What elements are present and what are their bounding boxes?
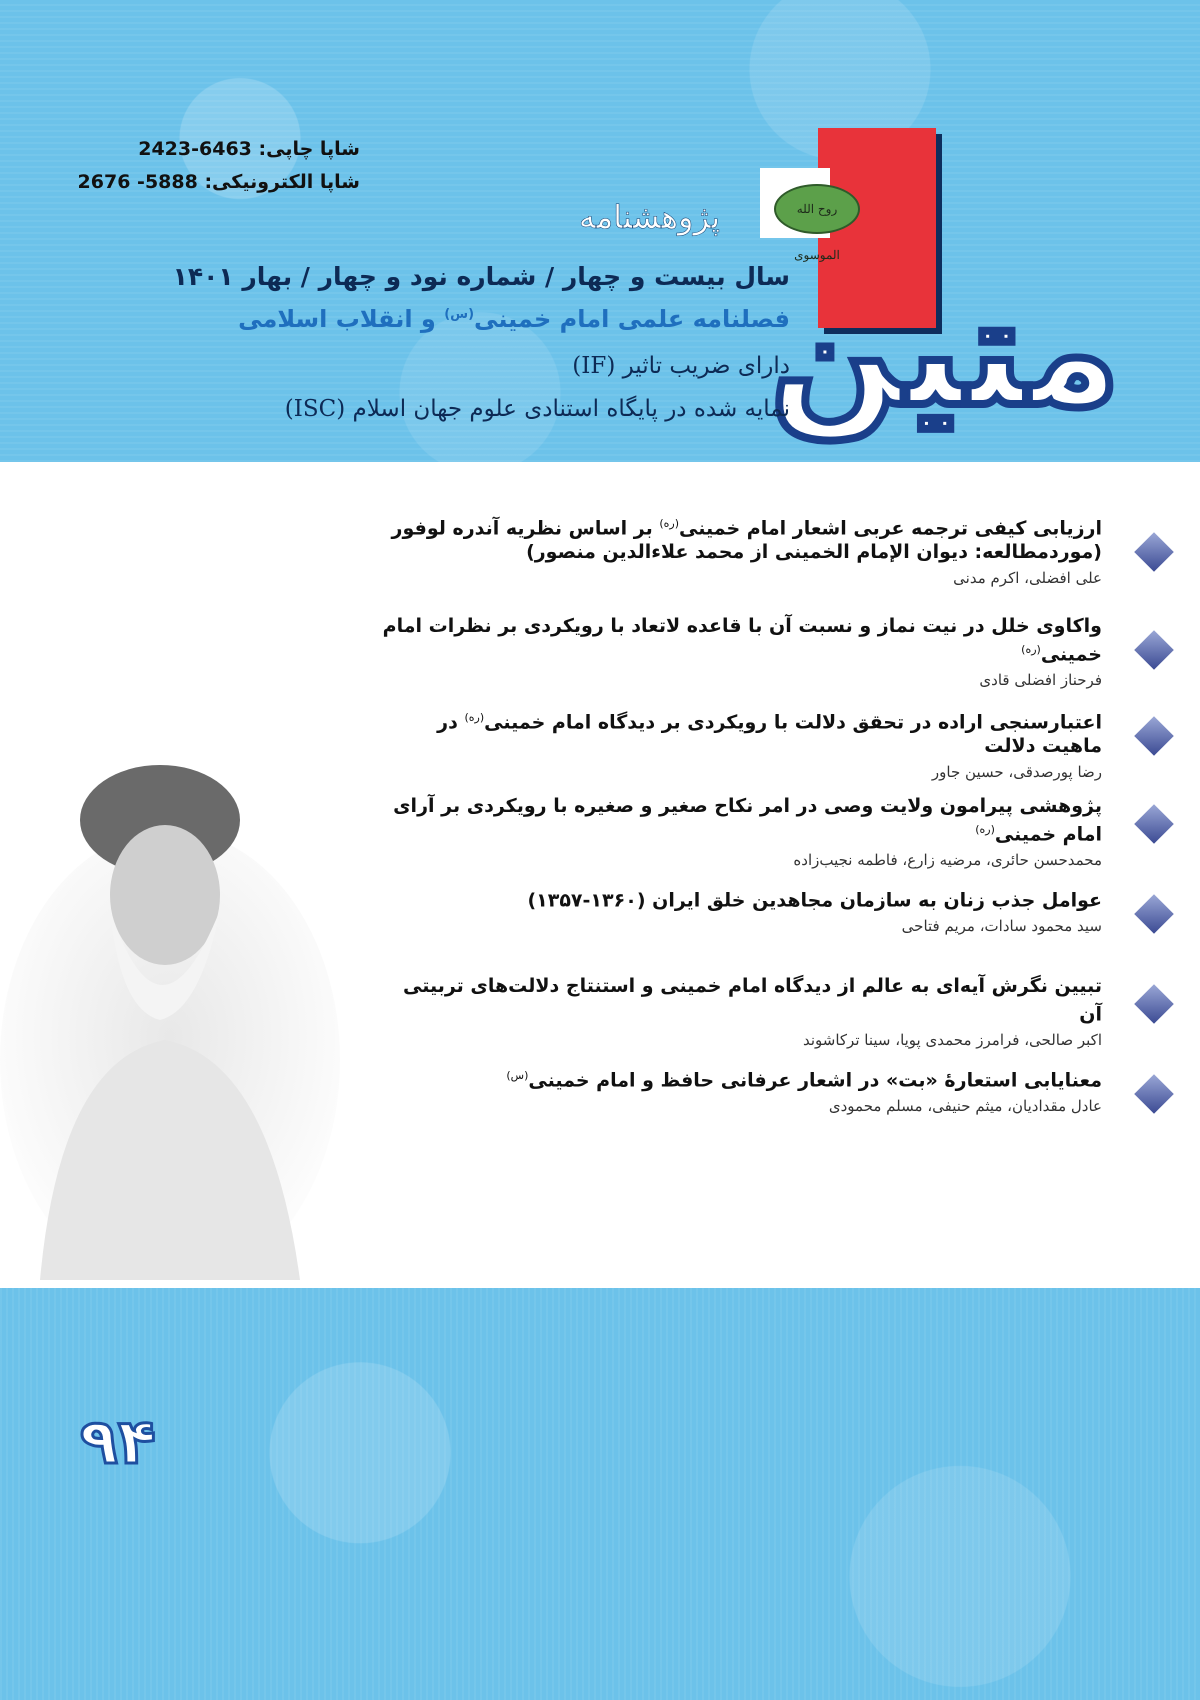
article-title [380, 706, 1102, 758]
quarterly-sup: (س) [444, 307, 475, 322]
diamond-bullet-icon [1134, 894, 1174, 934]
article-title-sup: (ره) [975, 823, 995, 836]
logo-seal: روح الله الموسوی [774, 184, 860, 234]
article-title-sup: (س) [506, 1069, 529, 1082]
impact-line: دارای ضریب تاثیر (IF) [572, 353, 790, 379]
article-title-text: واکاوی خلل در نیت نماز و نسبت آن با قاعده لاتعاد با رویکردی بر نظرات امام خمینی [382, 615, 1102, 666]
article-title-sup: (ره) [464, 711, 485, 724]
journal-logo [760, 120, 1140, 460]
article-title [380, 1064, 1102, 1092]
diamond-bullet-icon [1134, 1074, 1174, 1114]
pre-title: پژوهشنامه [578, 198, 720, 236]
article-authors: علی افضلی، اکرم مدنی [953, 569, 1102, 588]
logo-wordmark: متین [770, 266, 1121, 440]
footer-band [0, 1288, 1200, 1700]
issn-electronic: شاپا الکترونیکی: 5888- 2676 [77, 171, 360, 193]
article-title [380, 614, 1102, 666]
article-title [380, 974, 1102, 1026]
article-authors: عادل مقدادیان، میثم حنیفی، مسلم محمودی [828, 1097, 1102, 1116]
year-issue-line: سال بیست و چهار / شماره نود و چهار / بهار ۱۴۰۱ [172, 262, 790, 291]
list-item[interactable] [380, 794, 1170, 884]
quarterly-prefix: فصلنامه علمی امام خمینی [474, 305, 790, 333]
article-title [380, 512, 1102, 540]
article-authors: فرحناز افضلی قادی [979, 671, 1102, 690]
quarterly-line [238, 305, 790, 333]
article-title-text: تبیین نگرش آیه‌ای به عالم از دیدگاه امام خمینی و استنتاج دلالت‌های تربیتی آن [402, 975, 1102, 1026]
list-item[interactable] [380, 974, 1170, 1064]
issn-block [77, 133, 360, 199]
article-title [380, 794, 1102, 846]
diamond-bullet-icon [1134, 532, 1174, 572]
quarterly-suffix: و انقلاب اسلامی [238, 305, 445, 333]
diamond-bullet-icon [1134, 716, 1174, 756]
issue-number: ۹۴ [80, 1405, 156, 1478]
list-item[interactable] [380, 884, 1170, 974]
article-authors: سید محمود سادات، مریم فتاحی [901, 917, 1102, 936]
article-title-line2: (موردمطالعه: دیوان الإمام الخمینی از محمد علاءالدین منصور) [526, 541, 1102, 564]
article-title-text-end: در ماهیت دلالت [437, 711, 1102, 758]
list-item[interactable] [380, 604, 1170, 706]
article-title [380, 884, 1102, 912]
list-item[interactable] [380, 512, 1170, 604]
issn-print: شاپا چاپی: 6463-2423 [138, 138, 360, 160]
diamond-bullet-icon [1134, 804, 1174, 844]
article-authors: اکبر صالحی، فرامرز محمدی پویا، سینا ترکاشوند [802, 1031, 1102, 1050]
article-title-sup: (ره) [1021, 643, 1041, 656]
article-title-text: اعتبارسنجی اراده در تحقق دلالت با رویکردی بر دیدگاه امام خمینی [484, 711, 1102, 734]
article-title-text: ارزیابی کیفی ترجمه عربی اشعار امام خمینی [679, 517, 1102, 540]
article-authors: محمدحسن حائری، مرضیه زارع، فاطمه نجیب‌زاده [793, 851, 1102, 870]
article-title-text: عوامل جذب زنان به سازمان مجاهدین خلق ایران (۱۳۶۰-۱۳۵۷) [527, 889, 1102, 912]
diamond-bullet-icon [1134, 984, 1174, 1024]
article-authors: رضا پورصدقی، حسین جاور [931, 763, 1102, 782]
list-item[interactable] [380, 1064, 1170, 1144]
article-title-sup: (ره) [659, 517, 680, 530]
list-item[interactable] [380, 706, 1170, 794]
article-title-text-end: بر اساس نظریه آندره لوفور [391, 517, 660, 540]
article-title-text: معنایابی استعارۀ «بت» در اشعار عرفانی حافظ و امام خمینی [528, 1069, 1102, 1092]
diamond-bullet-icon [1134, 630, 1174, 670]
portrait-image [0, 760, 340, 1280]
article-title-text: پژوهشی پیرامون ولایت وصی در امر نکاح صغیر و صغیره با رویکردی بر آرای امام خمینی [393, 795, 1102, 846]
indexed-line: نمایه شده در پایگاه استنادی علوم جهان اسلام (ISC) [284, 396, 790, 422]
contents-list [380, 512, 1170, 1144]
